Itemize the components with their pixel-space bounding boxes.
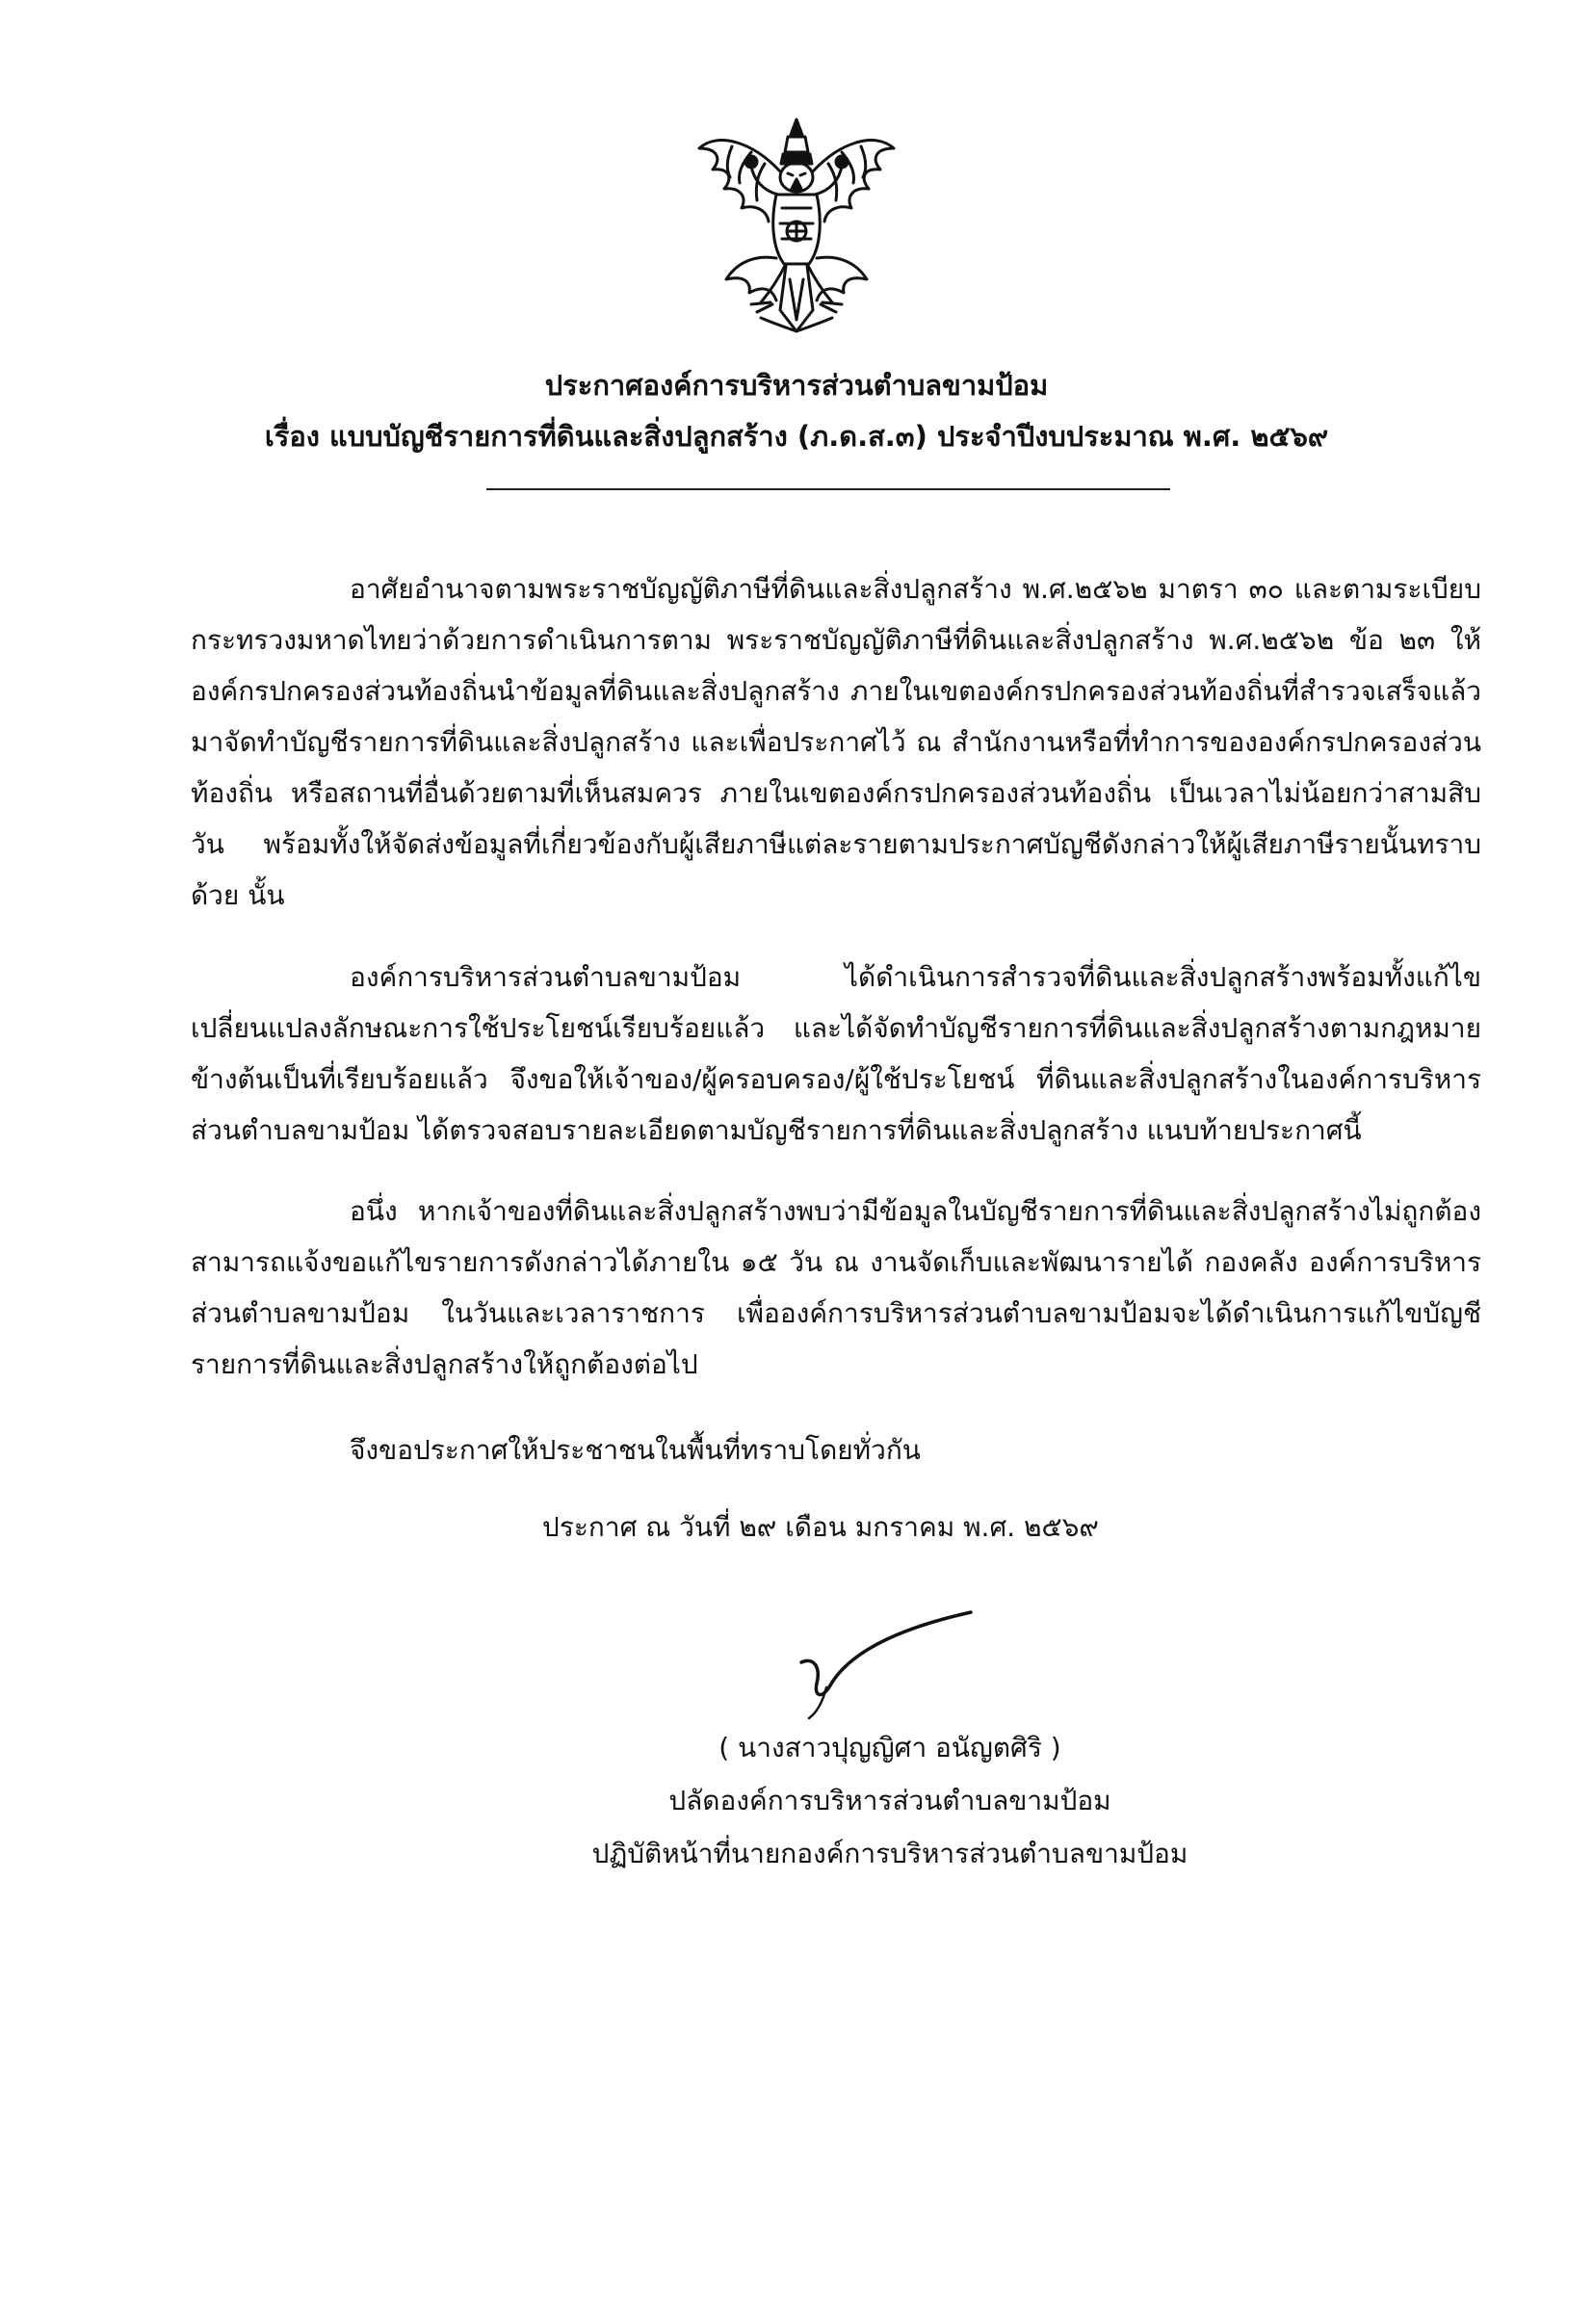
- announcement-subject: เรื่อง แบบบัญชีรายการที่ดินและสิ่งปลูกสร้าง (ภ.ด.ส.๓) ประจำปีงบประมาณ พ.ศ. ๒๕๖๙: [264, 420, 1329, 453]
- body-paragraph-1: อาศัยอำนาจตามพระราชบัญญัติภาษีที่ดินและสิ่งปลูกสร้าง พ.ศ.๒๕๖๒ มาตรา ๓๐ และตามระเบียบกระทรวงมหาดไทยว่าด้วยการดำเนินการตาม พระราชบัญญัติภาษีที่ดินและสิ่งปลูกสร้าง พ.ศ.๒๕๖๒ ข้อ ๒๓ ให้องค์กรปกครองส่วนท้องถิ่นนำข้อมูลที่ดินและสิ่งปลูกสร้าง ภายในเขตองค์กรปกครองส่วนท้องถิ่นที่สำรวจเสร็จแล้ว มาจัดทำบัญชีรายการที่ดินและสิ่งปลูกสร้าง และเพื่อประกาศไว้ ณ สำนักงานหรือที่ทำการขององค์กรปกครองส่วนท้องถิ่น หรือสถานที่อื่นด้วยตามที่เห็นสมควร ภายในเขตองค์กรปกครองส่วนท้องถิ่น เป็นเวลาไม่น้อยกว่าสามสิบวัน พร้อมทั้งให้จัดส่งข้อมูลที่เกี่ยวข้องกับผู้เสียภาษีแต่ละรายตามประกาศบัญชีดังกล่าวให้ผู้เสียภาษีรายนั้นทราบด้วย นั้น: [191, 573, 1481, 911]
- body-paragraph-3: อนึ่ง หากเจ้าของที่ดินและสิ่งปลูกสร้างพบว่ามีข้อมูลในบัญชีรายการที่ดินและสิ่งปลูกสร้างไม่ถูกต้อง สามารถแจ้งขอแก้ไขรายการดังกล่าวได้ภายใน ๑๕ วัน ณ งานจัดเก็บและพัฒนารายได้ กองคลัง องค์การบริหารส่วนตำบลขามป้อม ในวันและเวลาราชการ เพื่อองค์การบริหารส่วนตำบลขามป้อมจะได้ดำเนินการแก้ไขบัญชีรายการที่ดินและสิ่งปลูกสร้างให้ถูกต้องต่อไป: [191, 1195, 1481, 1380]
- signatory-name: ( นางสาวปุญญิศา อนัญตศิริ ): [718, 1732, 1061, 1763]
- announcement-date: ประกาศ ณ วันที่ ๒๙ เดือน มกราคม พ.ศ. ๒๕๖๙: [542, 1511, 1099, 1543]
- garuda-emblem-icon: [693, 114, 900, 337]
- announcement-title: ประกาศองค์การบริหารส่วนตำบลขามป้อม: [544, 369, 1049, 402]
- signatory-position: ปลัดองค์การบริหารส่วนตำบลขามป้อม: [668, 1785, 1111, 1816]
- body-paragraph-2: องค์การบริหารส่วนตำบลขามป้อม ได้ดำเนินการสำรวจที่ดินและสิ่งปลูกสร้างพร้อมทั้งแก้ไขเปลี่ยนแปลงลักษณะการใช้ประโยชน์เรียบร้อยแล้ว และได้จัดทำบัญชีรายการที่ดินและสิ่งปลูกสร้างตามกฎหมายข้างต้นเป็นที่เรียบร้อยแล้ว จึงขอให้เจ้าของ/ผู้ครอบครอง/ผู้ใช้ประโยชน์ ที่ดินและสิ่งปลูกสร้างในองค์การบริหารส่วนตำบลขามป้อม ได้ตรวจสอบรายละเอียดตามบัญชีรายการที่ดินและสิ่งปลูกสร้าง แนบท้ายประกาศนี้: [191, 961, 1481, 1146]
- closing-statement: จึงขอประกาศให้ประชาชนในพื้นที่ทราบโดยทั่วกัน: [350, 1434, 921, 1466]
- handwritten-signature: [788, 1606, 980, 1722]
- signatory-acting-position: ปฏิบัติหน้าที่นายกองค์การบริหารส่วนตำบลขามป้อม: [591, 1838, 1188, 1869]
- title-divider: [486, 488, 1170, 490]
